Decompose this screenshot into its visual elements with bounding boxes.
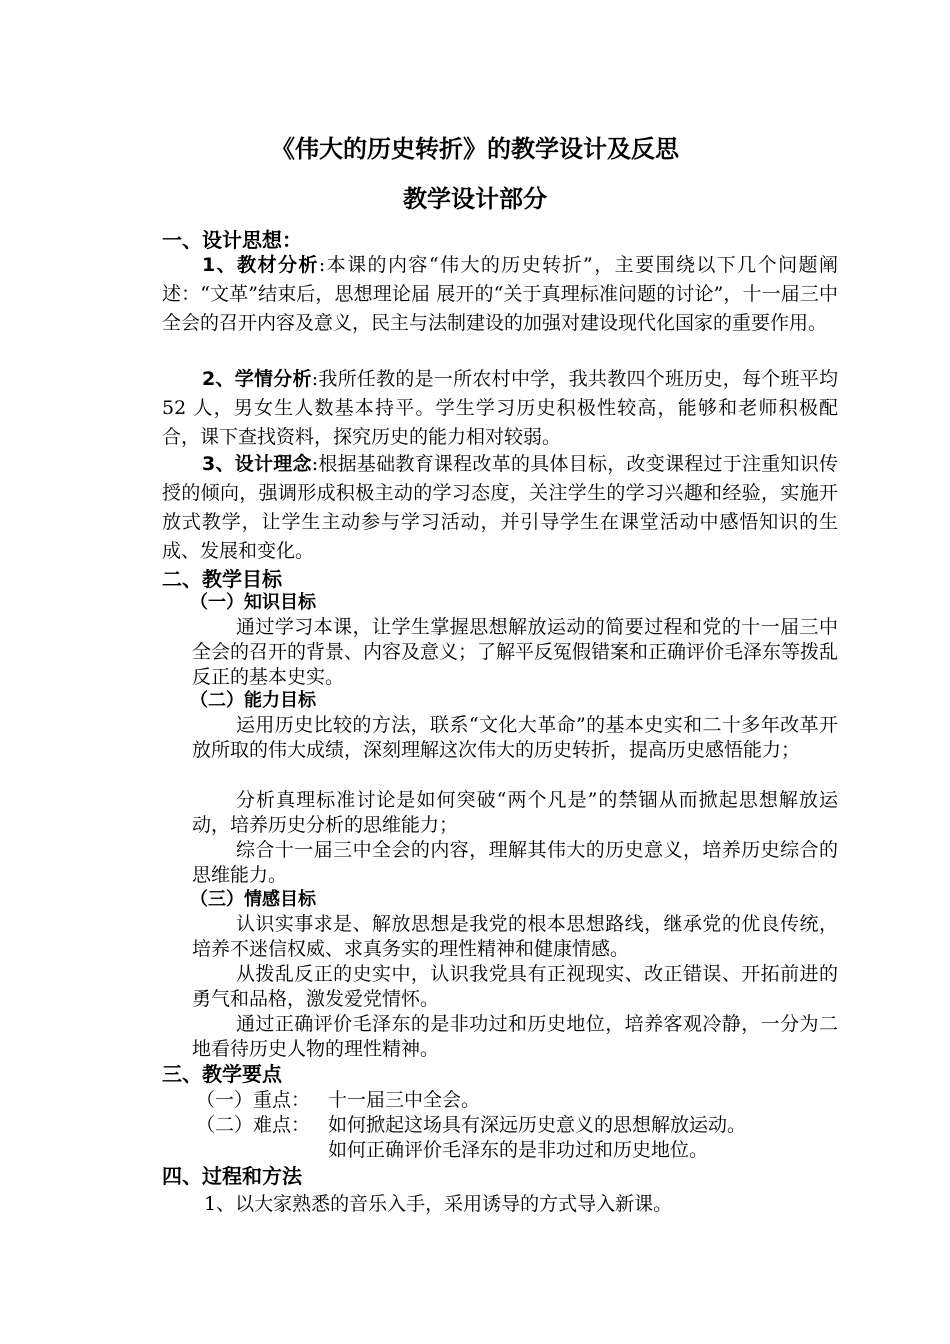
paragraph-text: :我所任教的是一所农村中学，我共教四个班历史，每个班平均 52 人，男女生人数基本持平。学生学习历史积极性较高，能够和老师积极配合，课下查找资料，探究历史的能力相对较弱。 [162, 368, 838, 448]
paragraph-lead: 3、设计理念 [202, 453, 312, 475]
paragraph-lead: 2、学情分析 [202, 368, 312, 390]
key-point-line [196, 1087, 480, 1113]
paragraph-text: :本课的内容“伟大的历史转折”，主要围绕以下几个问题阐述：“文革”结束后，思想理论届 展开的“关于真理标准问题的讨论”，十一届三中全会的召开内容及意义，民主与法制建设的加强对建设现代化国家的重要作用。 [162, 254, 838, 334]
difficulty-text-2: 如何正确评价毛泽东的是非功过和历史地位。 [328, 1139, 709, 1161]
key-point-label: （一）重点： [196, 1089, 311, 1111]
key-point-text: 十一届三中全会。 [328, 1089, 481, 1111]
document-title: 《伟大的历史转折》的教学设计及反思 [271, 135, 679, 163]
paragraph-emotion-goal-2: 从拨乱反正的史实中，认识我党具有正视现实、改正错误、开拓前进的勇气和品格，激发爱党情怀。 [192, 963, 838, 1010]
paragraph-ability-goal-2: 分析真理标准讨论是如何突破“两个凡是”的禁锢从而掀起思想解放运动，培养历史分析的思维能力； [192, 789, 838, 836]
paragraph-lead: 1、教材分析 [202, 254, 319, 276]
paragraph-design-concept [162, 450, 838, 566]
section-heading-teaching-goals: 二、教学目标 [162, 567, 282, 591]
paragraph-textbook-analysis [162, 251, 838, 338]
difficulty-text-1: 如何掀起这场具有深远历史意义的思想解放运动。 [328, 1114, 747, 1136]
paragraph-ability-goal-3: 综合十一届三中全会的内容，理解其伟大的历史意义，培养历史综合的思维能力。 [192, 839, 838, 886]
paragraph-emotion-goal-1: 认识实事求是、解放思想是我党的根本思想路线，继承党的优良传统，培养不迷信权威、求真务实的理性精神和健康情感。 [192, 913, 838, 960]
process-item-1: 1、以大家熟悉的音乐入手，采用诱导的方式导入新课。 [204, 1193, 673, 1215]
section-heading-key-points: 三、教学要点 [162, 1062, 282, 1086]
paragraph-text: :根据基础教育课程改革的具体目标，改变课程过于注重知识传授的倾向，强调形成积极主动的学习态度，关注学生的学习兴趣和经验，实施开放式教学，让学生主动参与学习活动，并引导学生在课堂活动中感悟知识的生成、发展和变化。 [162, 453, 838, 562]
section-heading-design-thought: 一、设计思想： [162, 228, 302, 252]
subheading-ability-goal: （二）能力目标 [190, 690, 316, 711]
paragraph-ability-goal-1: 运用历史比较的方法，联系“文化大革命”的基本史实和二十多年改革开放所取的伟大成绩，深刻理解这次伟大的历史转折，提高历史感悟能力； [192, 714, 838, 761]
paragraph-student-analysis [162, 365, 838, 452]
paragraph-knowledge-goal: 通过学习本课，让学生掌握思想解放运动的简要过程和党的十一届三中全会的召开的背景、内容及意义；了解平反冤假错案和正确评价毛泽东等拨乱反正的基本史实。 [192, 616, 839, 688]
subheading-knowledge-goal: （一）知识目标 [190, 592, 316, 613]
subheading-emotion-goal: （三）情感目标 [190, 889, 316, 910]
difficulty-label: （二）难点： [196, 1114, 311, 1136]
paragraph-emotion-goal-3: 通过正确评价毛泽东的是非功过和历史地位，培养客观冷静，一分为二地看待历史人物的理性精神。 [192, 1013, 838, 1060]
difficulty-line [196, 1112, 746, 1138]
section-heading-process-method: 四、过程和方法 [162, 1164, 302, 1188]
document-subtitle: 教学设计部分 [403, 185, 547, 213]
